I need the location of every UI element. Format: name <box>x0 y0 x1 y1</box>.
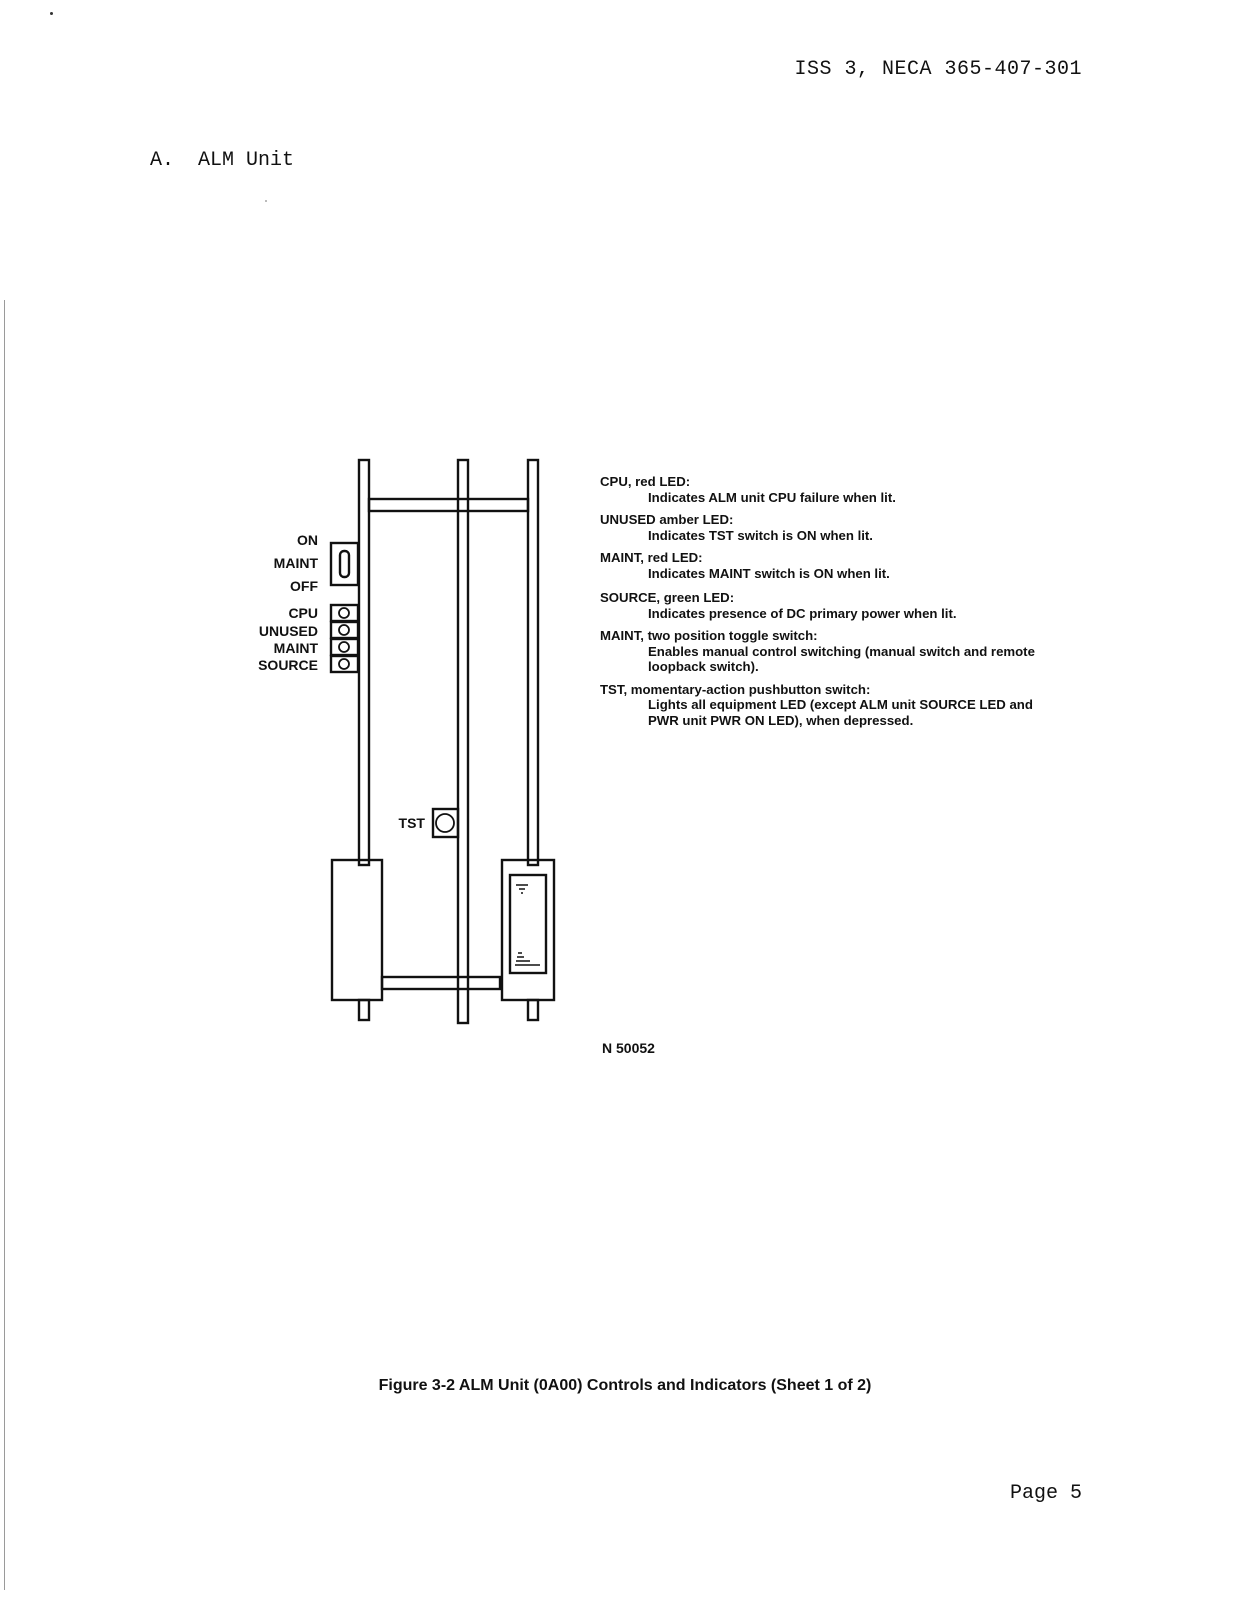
right-rail-foot <box>528 1000 538 1020</box>
switch-label-on: ON <box>297 532 318 548</box>
section-heading <box>150 149 294 172</box>
left-ejector-block <box>332 860 382 1000</box>
toggle-lever-icon <box>340 551 349 577</box>
maint-toggle-switch <box>331 543 358 585</box>
middle-rail <box>458 460 468 1023</box>
switch-label-off: OFF <box>290 578 318 594</box>
figure-caption: Figure 3-2 ALM Unit (0A00) Controls and Indicators (Sheet 1 of 2) <box>378 1377 872 1394</box>
page-number: Page 5 <box>1009 1482 1082 1505</box>
description-title: UNUSED amber LED: <box>600 512 734 527</box>
switch-label-maint: MAINT <box>273 555 318 571</box>
description-body: Lights all equipment LED (except ALM unit SOURCE LED and PWR unit PWR ON LED), when depressed. <box>648 697 1033 728</box>
description-item <box>600 512 1040 543</box>
section-number: A. <box>150 149 175 172</box>
alm-unit-diagram <box>240 455 580 1040</box>
pushbutton-circle-icon <box>436 814 454 832</box>
alm-unit-drawing <box>240 455 580 1035</box>
led-label-unused: UNUSED <box>258 623 318 639</box>
left-rail <box>359 460 369 865</box>
description-item <box>600 682 1040 729</box>
scan-speck <box>265 200 267 202</box>
led-circle-icon <box>339 659 349 669</box>
description-item <box>600 550 1040 581</box>
top-crossbar <box>369 499 528 511</box>
led-circle-icon <box>339 625 349 635</box>
description-body: Indicates ALM unit CPU failure when lit. <box>648 489 896 505</box>
drawing-number: N 50052 <box>602 1040 655 1056</box>
led-circle-icon <box>339 608 349 618</box>
description-title: MAINT, red LED: <box>600 550 703 565</box>
section-title: ALM Unit <box>198 149 295 172</box>
left-rail-foot <box>359 1000 369 1020</box>
page-edge-rule <box>4 300 5 1590</box>
right-ejector-window <box>510 875 546 973</box>
description-title: MAINT, two position toggle switch: <box>600 628 818 643</box>
led-circle-icon <box>339 642 349 652</box>
document-id: ISS 3, NECA 365-407-301 <box>794 58 1082 81</box>
description-title: TST, momentary-action pushbutton switch: <box>600 681 871 697</box>
tst-label: TST <box>398 815 425 831</box>
description-body: Enables manual control switching (manual switch and remote loopback switch). <box>648 643 1035 674</box>
description-title: CPU, red LED: <box>600 474 691 489</box>
description-title: SOURCE, green LED: <box>600 590 735 605</box>
led-label-maint: MAINT <box>273 640 318 656</box>
scan-speck <box>50 12 53 15</box>
led-label-cpu: CPU <box>288 605 318 621</box>
description-item <box>600 474 1040 505</box>
description-item <box>600 590 1040 621</box>
description-body: Indicates MAINT switch is ON when lit. <box>648 565 890 581</box>
description-body: Indicates presence of DC primary power when lit. <box>648 605 957 621</box>
right-rail <box>528 460 538 865</box>
indicator-descriptions <box>600 474 1040 735</box>
description-body: Indicates TST switch is ON when lit. <box>648 527 873 543</box>
description-item <box>600 628 1040 675</box>
led-label-source: SOURCE <box>258 657 318 673</box>
bottom-crossbar <box>382 977 500 989</box>
